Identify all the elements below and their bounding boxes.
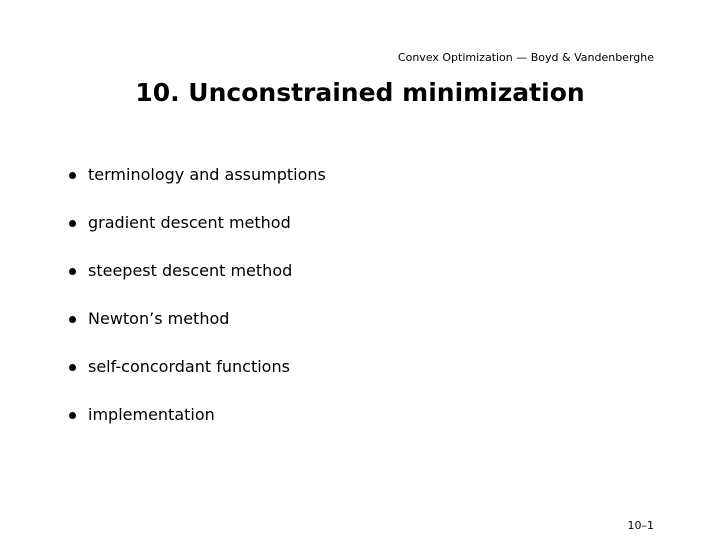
bullet-text: steepest descent method [88, 261, 293, 280]
bullet-text: implementation [88, 405, 215, 424]
bullet-dot-icon [69, 364, 76, 371]
bullet-dot-icon [69, 220, 76, 227]
bullet-text: terminology and assumptions [88, 165, 326, 184]
slide-title: 10. Unconstrained minimization [135, 78, 585, 107]
bullet-dot-icon [69, 172, 76, 179]
page-number: 10–1 [627, 519, 654, 532]
slide-header: Convex Optimization — Boyd & Vandenberghe [397, 51, 654, 64]
bullet-dot-icon [69, 268, 76, 275]
bullet-dot-icon [69, 412, 76, 419]
bullet-text: self-concordant functions [88, 357, 290, 376]
bullet-text: gradient descent method [88, 213, 291, 232]
bullet-dot-icon [69, 316, 76, 323]
bullet-text: Newton’s method [88, 309, 230, 328]
